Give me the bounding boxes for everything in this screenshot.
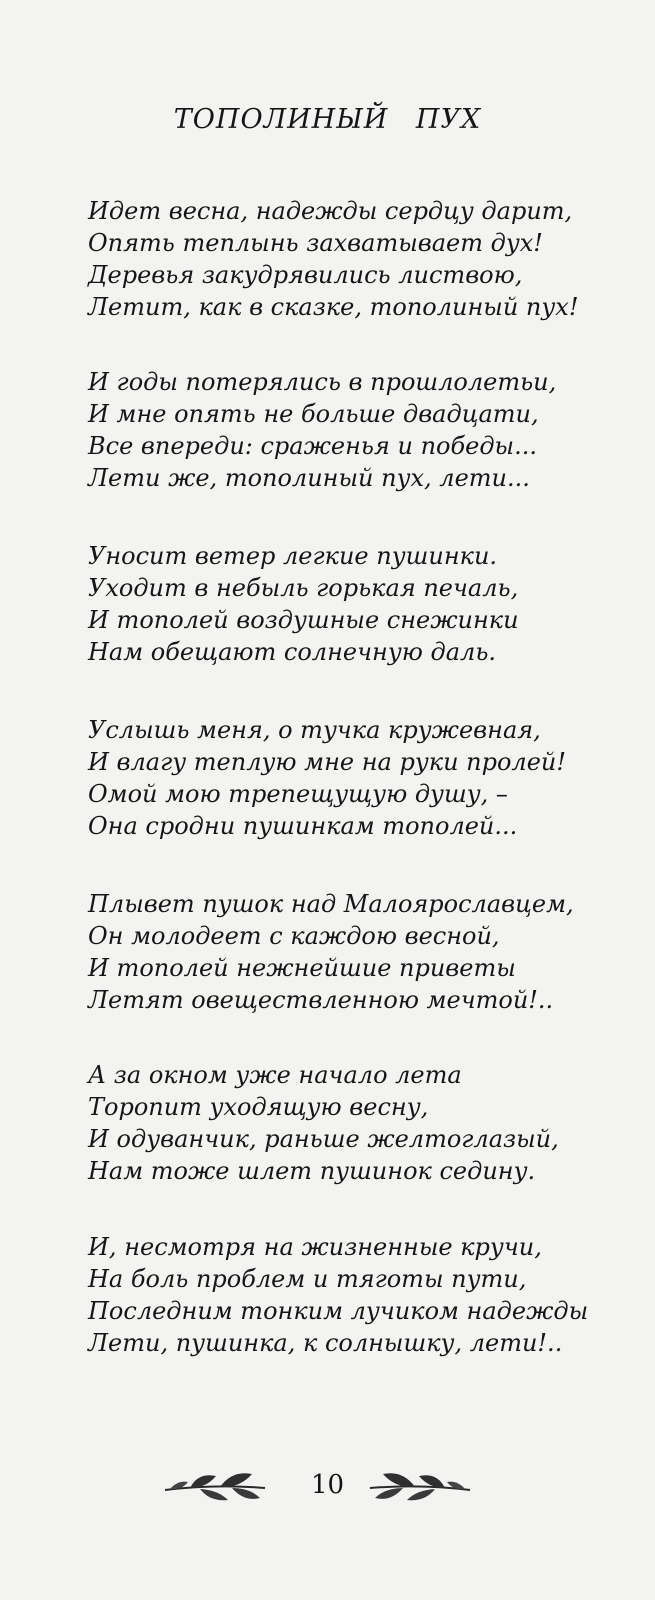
stanza-5 [88, 888, 628, 1016]
leaf-sprig-ornament-icon [365, 1466, 475, 1506]
poem-line: И тополей нежнейшие приветы [88, 954, 516, 982]
poem-line: Уносит ветер легкие пушинки. [88, 542, 498, 570]
poem-line: И годы потерялись в прошлолетьи, [88, 368, 557, 396]
poem-line: Торопит уходящую весну, [88, 1093, 429, 1121]
poem-line: Плывет пушок над Малоярославцем, [88, 890, 574, 918]
poem-line: Услышь меня, о тучка кружевная, [88, 716, 541, 744]
poem-line: И одуванчик, раньше желтоглазый, [88, 1125, 559, 1153]
poem-line: Нам обещают солнечную даль. [88, 638, 497, 666]
poem-line: И влагу теплую мне на руки пролей! [88, 748, 567, 776]
stanza-4 [88, 714, 628, 842]
poem-line: Опять теплынь захватывает дух! [88, 229, 543, 257]
poem-line: Летит, как в сказке, тополиный пух! [88, 293, 579, 321]
stanza-7 [88, 1231, 628, 1359]
poem-line: Все впереди: сраженья и победы... [88, 432, 537, 460]
poem-line: Идет весна, надежды сердцу дарит, [88, 197, 573, 225]
poem-line: А за окном уже начало лета [88, 1061, 462, 1089]
poem-line: И мне опять не больше двадцати, [88, 400, 539, 428]
poem-line: Нам тоже шлет пушинок седину. [88, 1157, 536, 1185]
poem-line: Она сродни пушинкам тополей... [88, 812, 518, 840]
poem-line: На боль проблем и тяготы пути, [88, 1265, 527, 1293]
stanza-6 [88, 1059, 628, 1187]
poem-line: Деревья закудрявились листвою, [88, 261, 523, 289]
page-number: 10 [310, 1470, 345, 1500]
poem-line: Омой мою трепещущую душу, – [88, 780, 508, 808]
poem-line: И тополей воздушные снежинки [88, 606, 519, 634]
stanza-2 [88, 366, 628, 494]
poem-line: И, несмотря на жизненные кручи, [88, 1233, 542, 1261]
poem-line: Летят овеществленною мечтой!.. [88, 986, 554, 1014]
poem-line: Лети, пушинка, к солнышку, лети!.. [88, 1329, 563, 1357]
stanza-3 [88, 540, 628, 668]
stanza-1 [88, 195, 628, 323]
poem-title: ТОПОЛИНЫЙ ПУХ [173, 104, 482, 135]
page-footer [0, 1466, 655, 1506]
poem-line: Лети же, тополиный пух, лети... [88, 464, 530, 492]
poem-line: Он молодеет с каждою весной, [88, 922, 500, 950]
poem-line: Уходит в небыль горькая печаль, [88, 574, 519, 602]
poem-line: Последним тонким лучиком надежды [88, 1297, 589, 1325]
